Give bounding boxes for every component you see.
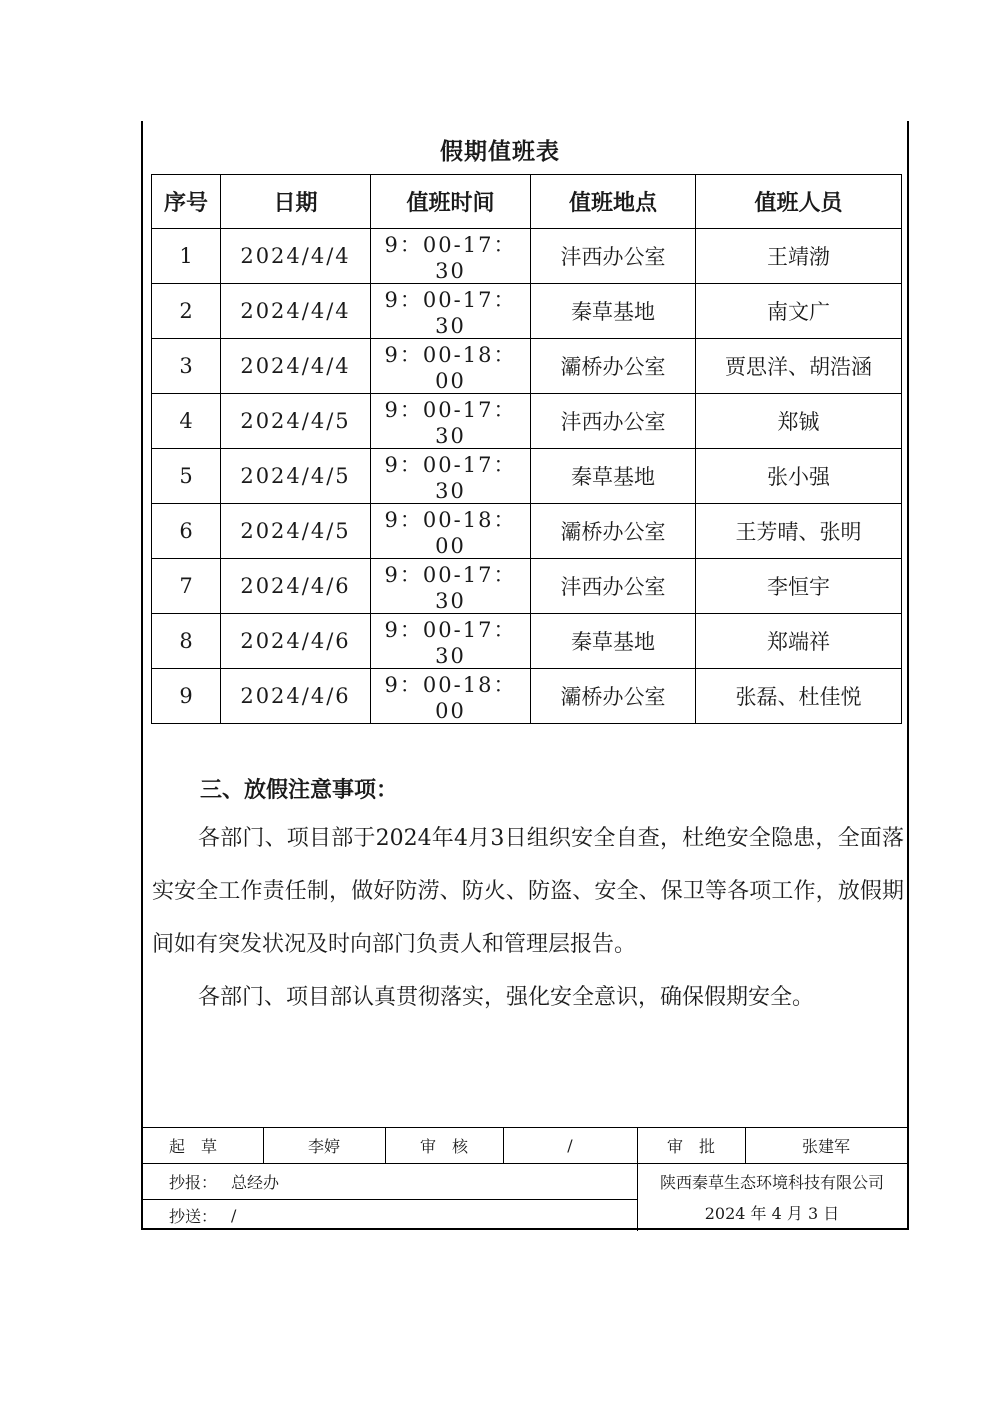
notice-heading: 三、放假注意事项：	[200, 777, 399, 803]
cell-location: 灞桥办公室	[531, 339, 696, 394]
report-label: 抄报：	[169, 1173, 218, 1192]
cell-index: 8	[152, 614, 221, 669]
cell-date: 2024/4/4	[221, 339, 371, 394]
cell-time: 9：00-17：30	[371, 284, 531, 339]
notice-paragraph: 各部门、项目部认真贯彻落实，强化安全意识，确保假期安全。	[198, 985, 815, 1010]
table-row	[152, 449, 902, 504]
cell-index: 6	[152, 504, 221, 559]
cell-time: 9：00-17：30	[371, 614, 531, 669]
cell-location: 沣西办公室	[531, 394, 696, 449]
draft-value: 李婷	[307, 1137, 340, 1156]
cell-time: 9：00-18：00	[371, 669, 531, 724]
send-label: 抄送：	[169, 1206, 218, 1226]
send-value: /	[231, 1205, 237, 1225]
cell-location: 灞桥办公室	[531, 504, 696, 559]
approve-value: 张建军	[801, 1137, 850, 1156]
cell-index: 3	[152, 339, 221, 394]
table-row	[152, 669, 902, 724]
table-row	[152, 504, 902, 559]
cell-staff: 郑铖	[696, 394, 902, 449]
cell-time: 9：00-18：00	[371, 504, 531, 559]
cell-location: 沣西办公室	[531, 229, 696, 284]
duty-table	[151, 174, 902, 724]
cell-date: 2024/4/4	[221, 229, 371, 284]
table-header-row	[152, 175, 902, 229]
cell-staff: 张磊、杜佳悦	[696, 669, 902, 724]
cell-index: 4	[152, 394, 221, 449]
approve-label: 审 批	[666, 1137, 715, 1156]
draft-label: 起 草	[169, 1137, 218, 1156]
cell-date: 2024/4/6	[221, 559, 371, 614]
company-name: 陕西秦草生态环境科技有限公司	[659, 1173, 884, 1192]
cell-location: 秦草基地	[531, 449, 696, 504]
cell-staff: 王芳晴、张明	[696, 504, 902, 559]
issue-date: 2024 年 4 月 3 日	[704, 1204, 840, 1223]
cell-index: 2	[152, 284, 221, 339]
table-row	[152, 284, 902, 339]
header-index: 序号	[152, 175, 221, 229]
cell-staff: 贾思洋、胡浩涵	[696, 339, 902, 394]
table-row	[152, 229, 902, 284]
cell-date: 2024/4/6	[221, 614, 371, 669]
table-row	[152, 339, 902, 394]
header-location: 值班地点	[531, 175, 696, 229]
cell-date: 2024/4/5	[221, 449, 371, 504]
cell-staff: 南文广	[696, 284, 902, 339]
cell-staff: 郑端祥	[696, 614, 902, 669]
cell-date: 2024/4/5	[221, 394, 371, 449]
cell-date: 2024/4/4	[221, 284, 371, 339]
header-date: 日期	[221, 175, 371, 229]
cell-time: 9：00-17：30	[371, 394, 531, 449]
report-row	[143, 1163, 907, 1199]
cell-staff: 张小强	[696, 449, 902, 504]
cell-staff: 李恒宇	[696, 559, 902, 614]
cell-location: 秦草基地	[531, 614, 696, 669]
cell-location: 沣西办公室	[531, 559, 696, 614]
cell-location: 灞桥办公室	[531, 669, 696, 724]
table-row	[152, 394, 902, 449]
signoff-row	[143, 1127, 907, 1163]
cell-index: 5	[152, 449, 221, 504]
cell-index: 1	[152, 229, 221, 284]
cell-time: 9：00-18：00	[371, 339, 531, 394]
notice-paragraph: 各部门、项目部于2024年4月3日组织安全自查，杜绝安全隐患，全面落实安全工作责任制，做好防涝、防火、防盗、安全、保卫等各项工作，放假期间如有突发状况及时向部门负责人和管理层报告。	[152, 826, 904, 957]
table-row	[152, 559, 902, 614]
review-label: 审 核	[419, 1137, 468, 1156]
send-row	[143, 1199, 637, 1230]
cell-time: 9：00-17：30	[371, 559, 531, 614]
header-time: 值班时间	[371, 175, 531, 229]
cell-date: 2024/4/6	[221, 669, 371, 724]
cell-time: 9：00-17：30	[371, 229, 531, 284]
cell-index: 9	[152, 669, 221, 724]
cell-index: 7	[152, 559, 221, 614]
table-title: 假期值班表	[440, 138, 560, 165]
cell-date: 2024/4/5	[221, 504, 371, 559]
header-staff: 值班人员	[696, 175, 902, 229]
report-value: 总经办	[231, 1173, 280, 1192]
review-value: /	[567, 1136, 573, 1155]
cell-time: 9：00-17：30	[371, 449, 531, 504]
table-row	[152, 614, 902, 669]
cell-location: 秦草基地	[531, 284, 696, 339]
cell-staff: 王靖渤	[696, 229, 902, 284]
